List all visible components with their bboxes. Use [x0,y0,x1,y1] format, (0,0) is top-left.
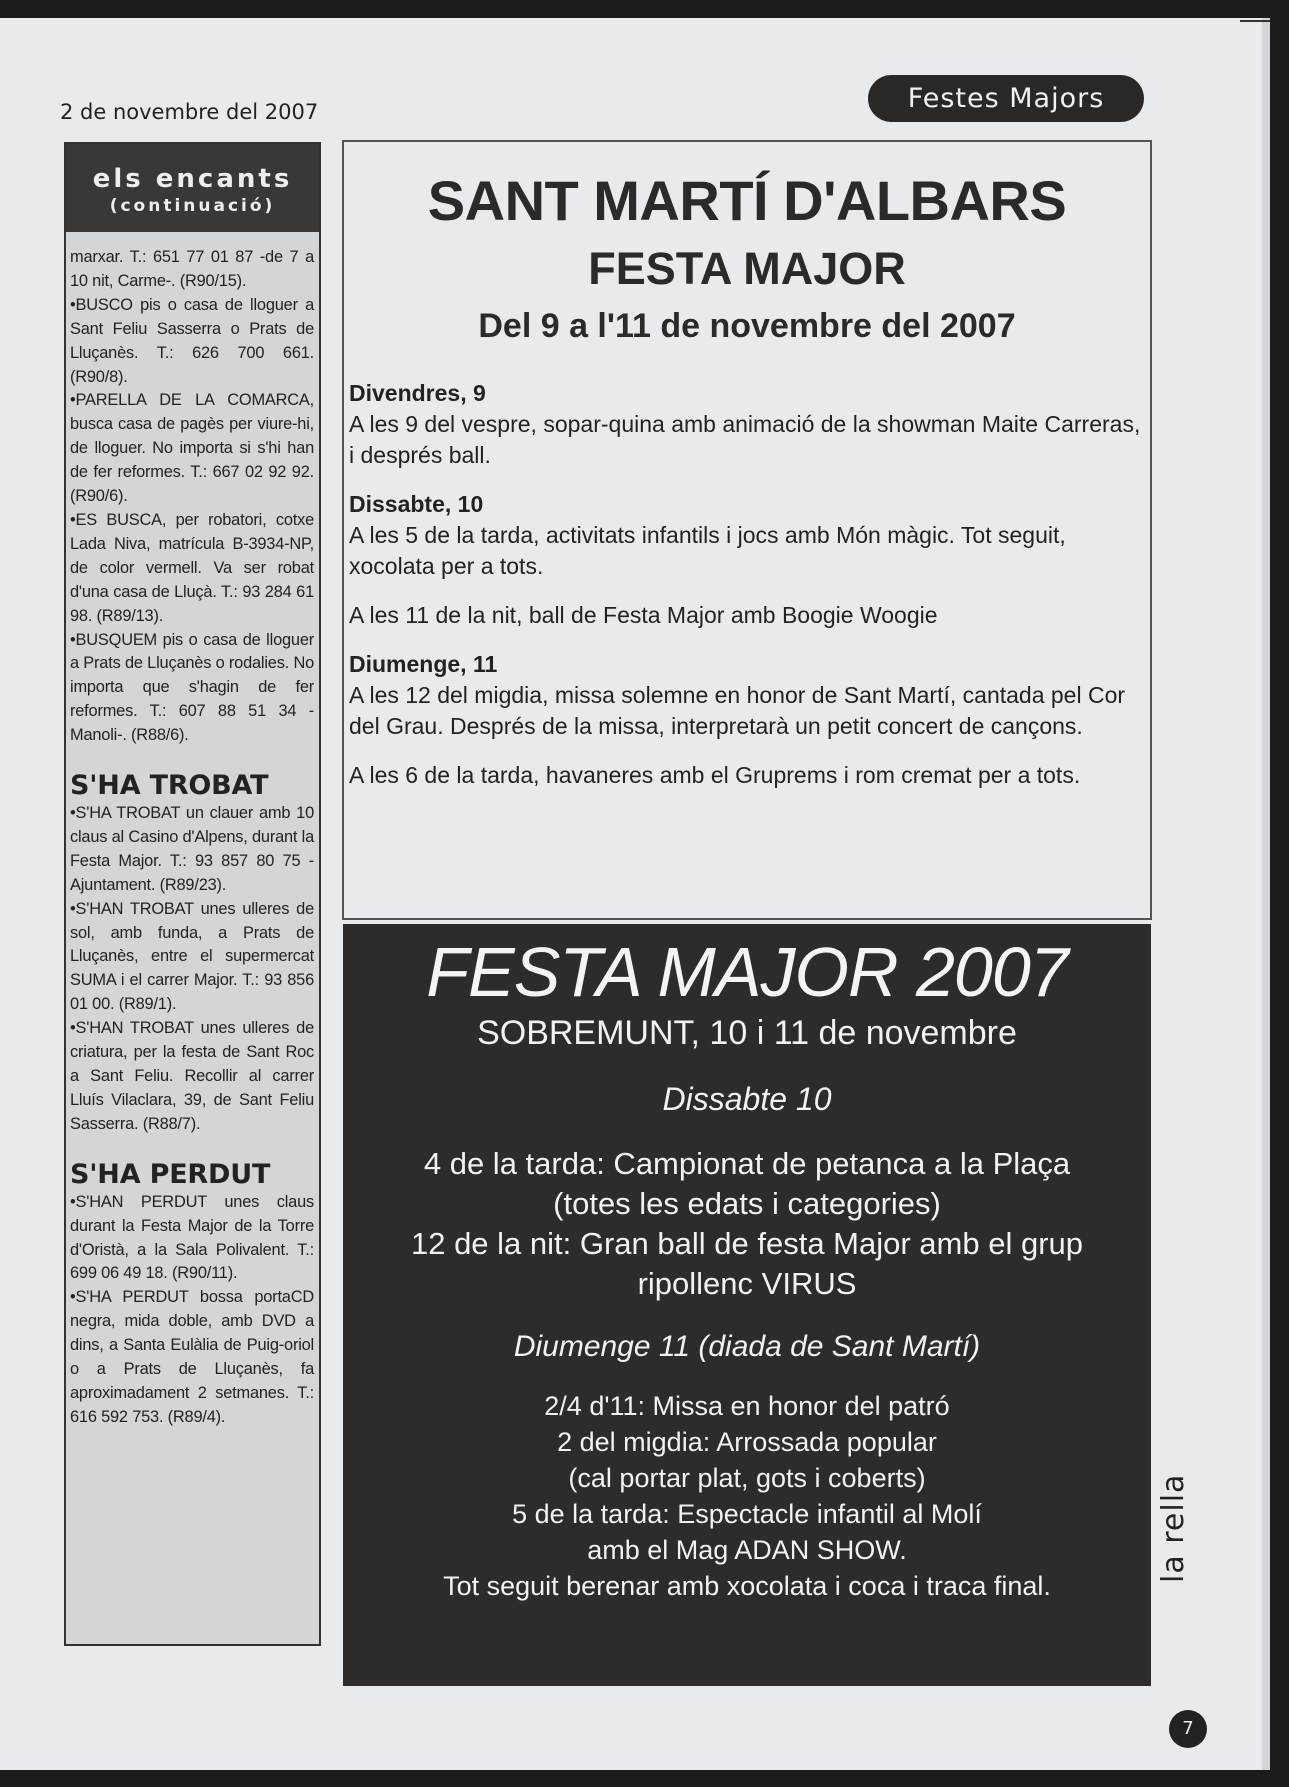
sobremunt-day1: Dissabte 10 [662,1081,832,1117]
program-line: amb el Mag ADAN SHOW. [587,1535,907,1565]
classifieds-column [64,142,321,1646]
classifieds-body [66,232,319,1430]
classifieds-title: els encants [92,164,293,194]
program-line: Tot seguit berenar amb xocolata i coca i traca final. [443,1571,1051,1601]
program-text: A les 6 de la tarda, havaneres amb el Gruprems i rom cremat per a tots. [349,762,1081,788]
found-item: •S'HAN TROBAT unes ulleres de criatura, per la festa de Sant Roc a Sant Feliu. Recollir al carrer Lluís Vilaclara, 39, de Sant Feliu Sasserra. (R88/7). [70,1019,314,1133]
page-edge [1262,18,1270,1770]
classified-item: marxar. T.: 651 77 01 87 -de 7 a 10 nit, Carme-. (R90/15). [70,248,314,290]
sant-marti-subtitle: FESTA MAJOR [588,243,906,294]
sobremunt-day2: Diumenge 11 (diada de Sant Martí) [513,1330,981,1363]
publication-name: la rella [1156,1473,1191,1583]
corner-rule [1240,20,1270,22]
program-text: A les 5 de la tarda, activitats infantils i jocs amb Món màgic. Tot seguit, xocolata per a tots. [349,522,1066,579]
sant-marti-title: SANT MARTÍ D'ALBARS [427,169,1067,232]
found-item: •S'HA TROBAT un clauer amb 10 claus al Casino d'Alpens, durant la Festa Major. T.: 93 857 80 75 - Ajuntament. (R89/23). [70,804,314,894]
program-entry [349,649,1142,742]
program-text: A les 9 del vespre, sopar-quina amb animació de la showman Maite Carreras, i després ball. [349,411,1141,468]
program-line: (cal portar plat, gots i coberts) [568,1463,926,1493]
sant-marti-box [342,140,1152,920]
program-line: 5 de la tarda: Espectacle infantil al Molí [512,1499,982,1529]
lost-item: •S'HA PERDUT bossa portaCD negra, mida doble, amb DVD a dins, a Santa Eulàlia de Puig-oriol o a Prats de Lluçanès, fa aproximadament 2 setmanes. T.: 616 592 753. (R89/4). [70,1288,314,1426]
sobremunt-title: FESTA MAJOR 2007 [426,933,1068,1011]
sobremunt-day1-program [343,1144,1151,1304]
found-item: •S'HAN TROBAT unes ulleres de sol, amb funda, a Prats de Lluçanès, entre el supermercat SUMA i el carrer Major. T.: 93 856 01 00. (R89/1). [70,899,314,1014]
sobremunt-subtitle: SOBREMUNT, 10 i 11 de novembre [477,1014,1017,1052]
issue-date: 2 de novembre del 2007 [60,100,319,124]
program-entry [349,378,1142,471]
newspaper-page [0,18,1270,1770]
program-line: (totes les edats i categories) [553,1186,941,1221]
classified-item: •ES BUSCA, per robatori, cotxe Lada Niva, matrícula B-3934-NP, de color vermell. Va ser robat d'una casa de Lluçà. T.: 93 284 61 98. (R89/13). [70,510,314,625]
page-number: 7 [1169,1710,1207,1748]
section-tag: Festes Majors [868,75,1144,122]
program-text: A les 11 de la nit, ball de Festa Major amb Boogie Woogie [349,602,938,628]
program-entry [349,760,1142,791]
program-line: 4 de la tarda: Campionat de petanca a la Plaça [423,1146,1071,1181]
program-entry [349,600,1142,631]
program-line: 2 del migdia: Arrossada popular [557,1427,937,1457]
program-line: 12 de la nit: Gran ball de festa Major amb el grup [410,1226,1084,1261]
classifieds-header [66,144,319,232]
lost-item: •S'HAN PERDUT unes claus durant la Festa Major de la Torre d'Oristà, a la Sala Polivalent. T.: 699 06 49 18. (R90/11). [70,1192,314,1283]
found-heading: S'HA TROBAT [70,770,269,802]
classifieds-subtitle: (continuació) [109,196,276,216]
classified-item: •PARELLA DE LA COMARCA, busca casa de pagès per viure-hi, de lloguer. No importa si s'hi han de fer reformes. T.: 667 02 92 92. (R90/6). [70,391,314,506]
classified-item: •BUSQUEM pis o casa de lloguer a Prats de Lluçanès o rodalies. No importa que s'hagin de fer reformes. T.: 607 88 51 34 -Manoli-. (R88/6). [70,630,314,745]
sant-marti-dates: Del 9 a l'11 de novembre del 2007 [478,307,1016,345]
sant-marti-program [344,378,1150,791]
program-line: 2/4 d'11: Missa en honor del patró [544,1391,950,1421]
program-day: Divendres, 9 [349,380,486,406]
lost-heading: S'HA PERDUT [70,1158,271,1190]
classified-item: •BUSCO pis o casa de lloguer a Sant Feliu Sasserra o Prats de Lluçanès. T.: 626 700 661. (R90/8). [70,295,314,386]
program-day: Dissabte, 10 [349,491,484,517]
program-day: Diumenge, 11 [349,651,498,677]
program-line: ripollenc VIRUS [637,1266,857,1301]
sobremunt-day2-program [343,1388,1151,1604]
program-text: A les 12 del migdia, missa solemne en honor de Sant Martí, cantada pel Cor del Grau. Després de la missa, interpretarà un petit concert de cançons. [349,682,1126,739]
sobremunt-box [343,924,1151,1686]
program-entry [349,489,1142,582]
